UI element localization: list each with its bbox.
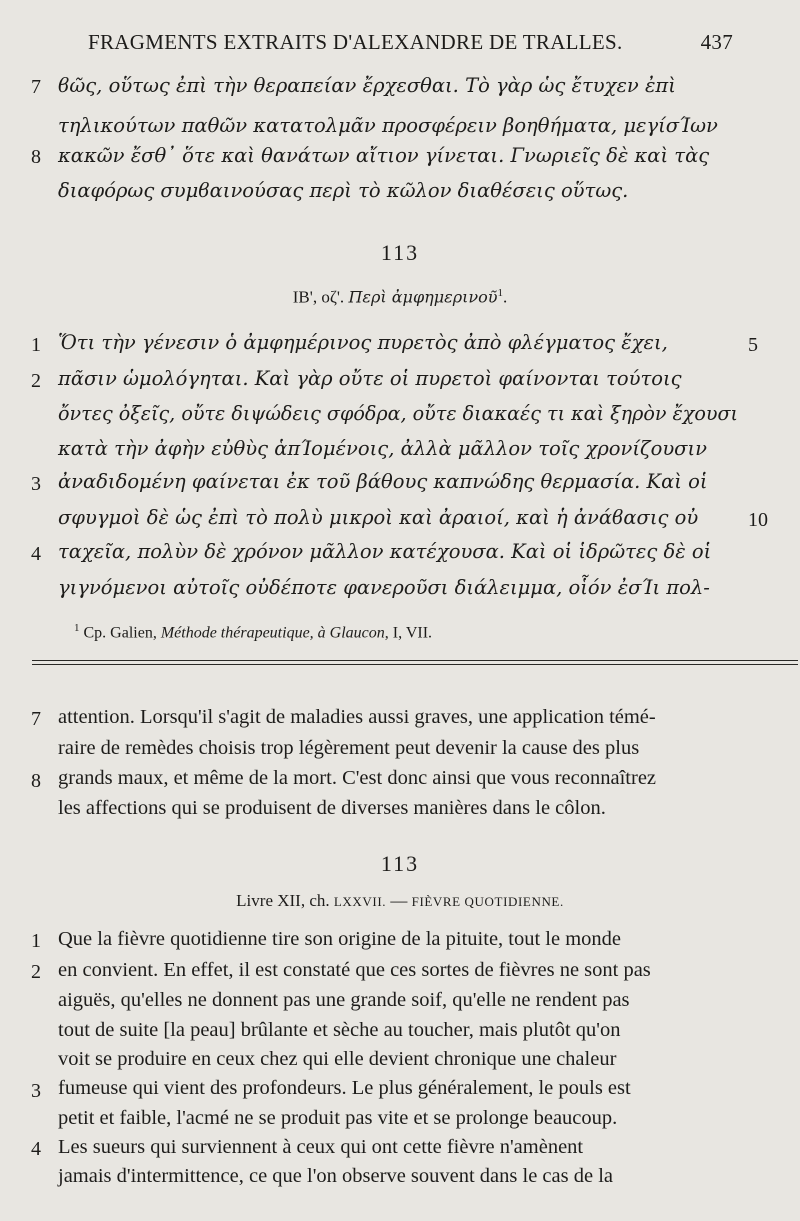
footnote (74, 622, 432, 642)
greek-line: ὄντες ὀξεῖς, οὔτε διψώδεις σφόδρα, οὔτε διακαές τι καὶ ξηρὸν ἔχουσι (58, 402, 739, 425)
footnote-suffix: , I, VII. (384, 624, 433, 642)
subtitle-dash: — (386, 891, 412, 910)
greek-line: σφυγμοὶ δὲ ὡς ἐπὶ τὸ πολὺ μικροὶ καὶ ἀραιοί, καὶ ἡ ἀνάϐασις οὐ (58, 506, 699, 529)
greek-line: γιγνόμενοι αὐτοῖς οὐδέποτε φανεροῦσι διάλειμμα, οἷόν ἐσΊι πολ- (58, 576, 710, 599)
french-line: petit et faible, l'acmé ne se produit pas vite et se prolonge beaucoup. (58, 1107, 618, 1129)
line-number: 1 (31, 930, 41, 952)
running-title: FRAGMENTS EXTRAITS D'ALEXANDRE DE TRALLES. (88, 30, 623, 54)
greek-line: ϐῶς, οὕτως ἐπὶ τὴν θεραπείαν ἔρχεσθαι. Τὸ γὰρ ὡς ἔτυχεν ἐπὶ (58, 74, 676, 97)
french-line: Que la fièvre quotidienne tire son origine de la pituite, tout le monde (58, 928, 622, 950)
line-number: 1 (31, 334, 41, 356)
french-line: jamais d'intermittence, ce que l'on observe souvent dans le cas de la (58, 1165, 614, 1187)
subtitle-book-chapter: IB', οζ'. (292, 287, 349, 307)
line-number: 7 (31, 76, 41, 98)
subtitle-chapter-number: LXXVII. (333, 894, 387, 909)
line-number: 2 (31, 370, 41, 392)
line-number: 3 (31, 473, 41, 495)
line-number: 4 (31, 543, 41, 565)
greek-line: ταχεῖα, πολὺν δὲ χρόνον μᾶλλον κατέχουσα. Καὶ οἱ ἱδρῶτες δὲ οἱ (58, 540, 712, 563)
subtitle-greek-topic: Περὶ ἀμφημερινοῦ (348, 287, 498, 307)
french-line: voit se produire en ceux chez qui elle devient chronique une chaleur (58, 1048, 617, 1070)
french-section-subtitle (0, 891, 800, 911)
greek-line: ἀναδιδομένη φαίνεται ἐκ τοῦ βάθους καπνώδης θερμασία. Καὶ οἱ (58, 470, 708, 493)
greek-section-subtitle: IB', οζ'. Περὶ ἀμφημερινοῦ$^1$. (292, 287, 508, 307)
line-number: 8 (31, 146, 41, 168)
page-number: 437 (700, 30, 733, 54)
line-number: 2 (31, 961, 41, 983)
greek-line: κακῶν ἔσθ᾽ ὅτε καὶ θανάτων αἴτιον γίνεται. Γνωριεῖς δὲ καὶ τὰς (58, 144, 710, 167)
greek-line: Ὅτι τὴν γένεσιν ὁ ἀμφημέρινος πυρετὸς ἀπὸ φλέγματος ἔχει, (58, 331, 668, 354)
greek-section-number: 113 (380, 240, 420, 265)
french-line: aiguës, qu'elles ne donnent pas une grande soif, qu'elle ne rendent pas (58, 989, 630, 1011)
separator-rule (32, 664, 798, 665)
french-line: tout de suite [la peau] brûlante et sèche au toucher, mais plutôt qu'on (58, 1019, 621, 1041)
french-section-number: 113 (380, 851, 420, 876)
french-line: grands maux, et même de la mort. C'est donc ainsi que vous reconnaîtrez (58, 767, 657, 789)
greek-line: τηλικούτων παθῶν κατατολμᾶν προσφέρειν βοηθήματα, μεγίσΊων (58, 114, 718, 137)
footnote-marker: 1 (497, 287, 503, 299)
french-line: raire de remèdes choisis trop légèrement peut devenir la cause des plus (58, 737, 640, 759)
footnote-marker: 1 (74, 622, 80, 634)
line-number: 8 (31, 770, 41, 792)
french-line: en convient. En effet, il est constaté que ces sortes de fièvres ne sont pas (58, 959, 651, 981)
margin-number: 5 (748, 334, 758, 356)
french-line: les affections qui se produisent de diverses manières dans le côlon. (58, 797, 606, 819)
margin-number: 10 (748, 509, 768, 531)
greek-line: διαφόρως συμϐαινούσας περὶ τὸ κῶλον διαθέσεις οὕτως. (58, 179, 629, 202)
separator-rule (32, 660, 798, 661)
subtitle-topic: FIÈVRE QUOTIDIENNE. (411, 894, 564, 909)
running-header (88, 30, 733, 55)
footnote-prefix: Cp. Galien, (83, 624, 161, 642)
footnote-work-title: Méthode thérapeutique, à Glaucon (160, 624, 385, 642)
subtitle-book-chapter: Livre XII, ch. (236, 891, 334, 910)
french-line: attention. Lorsqu'il s'agit de maladies aussi graves, une application témé- (58, 706, 656, 728)
line-number: 7 (31, 708, 41, 730)
line-number: 4 (31, 1138, 41, 1160)
greek-line: πᾶσιν ὡμολόγηται. Καὶ γὰρ οὔτε οἱ πυρετοὶ φαίνονται τούτοις (58, 367, 682, 390)
greek-line: κατὰ τὴν ἀφὴν εὐθὺς ἁπΊομένοις, ἀλλὰ μᾶλλον τοῖς χρονίζουσιν (58, 437, 707, 460)
french-line: Les sueurs qui surviennent à ceux qui ont cette fièvre n'amènent (58, 1136, 584, 1158)
line-number: 3 (31, 1080, 41, 1102)
french-line: fumeuse qui vient des profondeurs. Le plus généralement, le pouls est (58, 1077, 631, 1099)
